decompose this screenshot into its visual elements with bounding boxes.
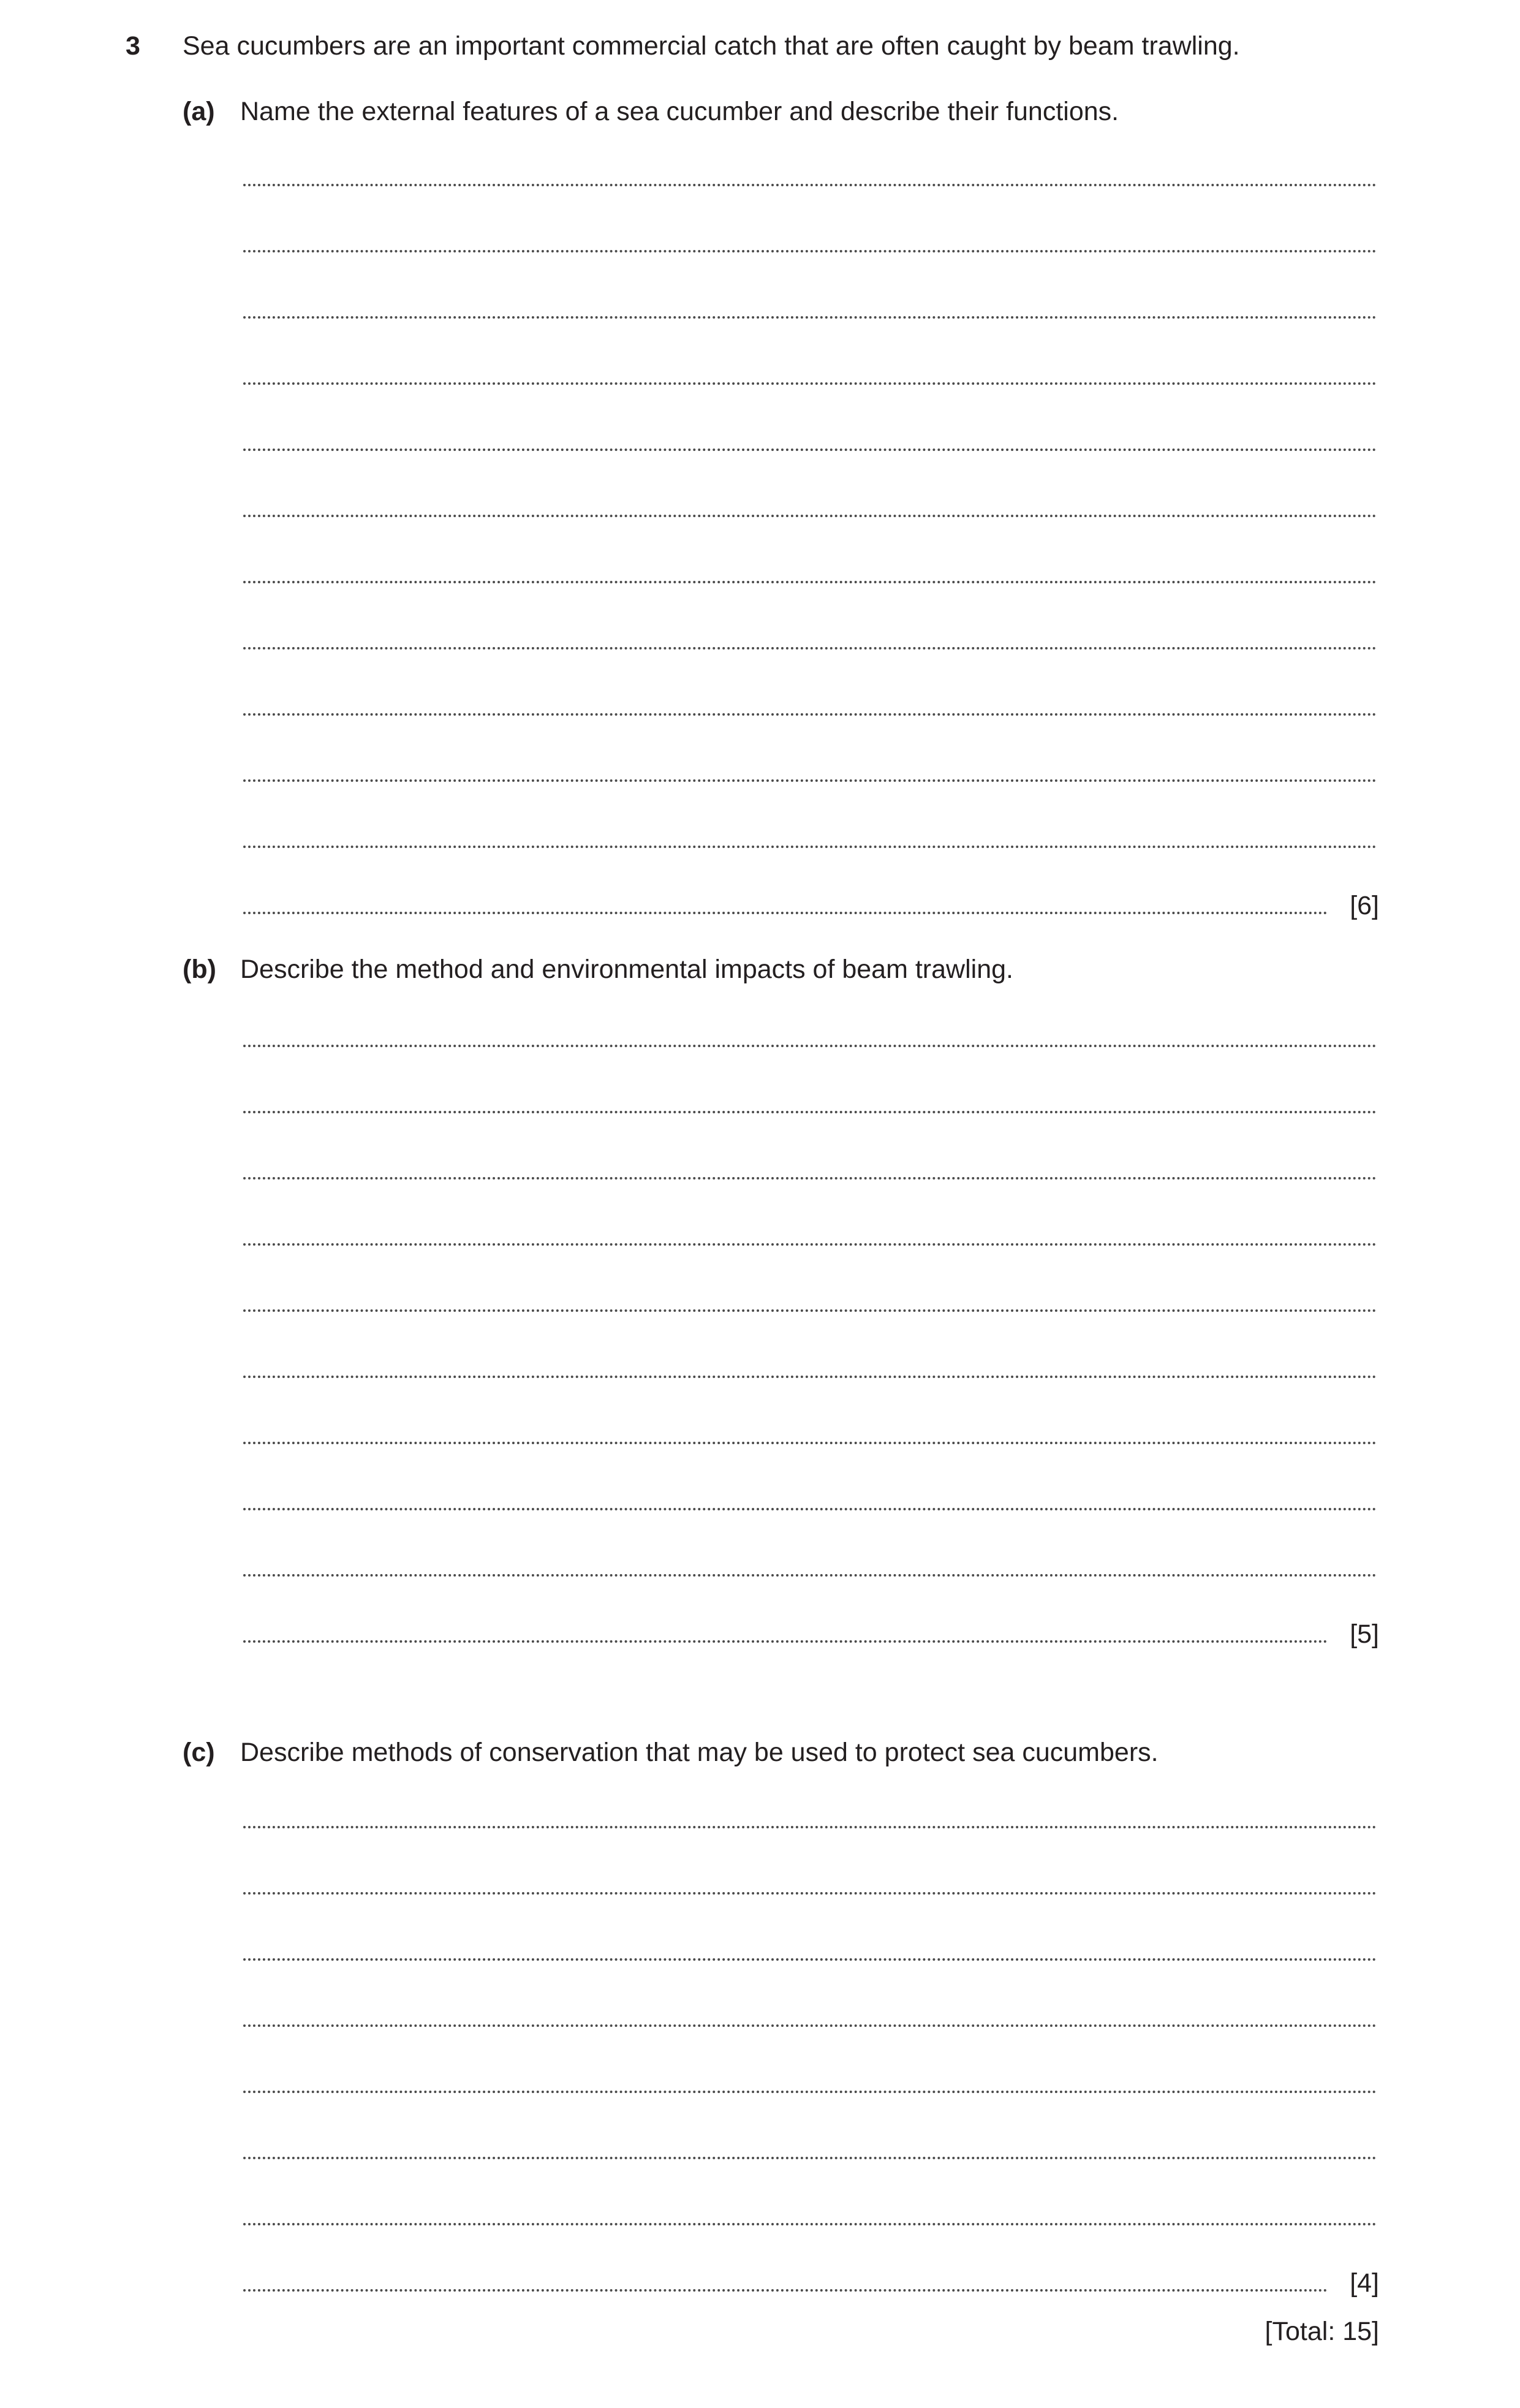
answer-line[interactable] (243, 912, 1328, 914)
answer-line[interactable] (243, 1640, 1328, 1643)
part-c-marks: [4] (1350, 2268, 1379, 2298)
part-b-marks: [5] (1350, 1619, 1379, 1649)
part-a-marks: [6] (1350, 891, 1379, 920)
question-number: 3 (126, 31, 140, 61)
answer-line[interactable] (243, 184, 1377, 186)
part-b-label: (b) (183, 955, 216, 984)
answer-line[interactable] (243, 647, 1377, 649)
answer-line[interactable] (243, 2289, 1328, 2292)
answer-line[interactable] (243, 1177, 1377, 1179)
question-stem: Sea cucumbers are an important commercial catch that are often caught by beam trawling. (183, 31, 1240, 61)
answer-line[interactable] (243, 1243, 1377, 1246)
answer-line[interactable] (243, 449, 1377, 451)
answer-line[interactable] (243, 846, 1377, 848)
part-b-text: Describe the method and environmental impacts of beam trawling. (240, 955, 1013, 984)
answer-line[interactable] (243, 1045, 1377, 1047)
answer-line[interactable] (243, 1508, 1377, 1510)
answer-line[interactable] (243, 581, 1377, 583)
answer-line[interactable] (243, 2223, 1377, 2225)
answer-line[interactable] (243, 382, 1377, 385)
answer-line[interactable] (243, 2024, 1377, 2027)
part-c-text: Describe methods of conservation that may be used to protect sea cucumbers. (240, 1738, 1159, 1767)
part-c-label: (c) (183, 1738, 215, 1767)
answer-line[interactable] (243, 1111, 1377, 1113)
answer-line[interactable] (243, 1442, 1377, 1444)
answer-line[interactable] (243, 1958, 1377, 1961)
answer-line[interactable] (243, 316, 1377, 319)
total-marks: [Total: 15] (1265, 2317, 1379, 2346)
part-a-text: Name the external features of a sea cucumber and describe their functions. (240, 97, 1119, 126)
answer-line[interactable] (243, 1376, 1377, 1378)
part-a-label: (a) (183, 97, 215, 126)
answer-line[interactable] (243, 1309, 1377, 1312)
answer-line[interactable] (243, 1574, 1377, 1577)
answer-line[interactable] (243, 250, 1377, 252)
answer-line[interactable] (243, 1826, 1377, 1828)
answer-line[interactable] (243, 515, 1377, 517)
answer-line[interactable] (243, 2157, 1377, 2159)
answer-line[interactable] (243, 713, 1377, 716)
answer-line[interactable] (243, 1892, 1377, 1895)
answer-line[interactable] (243, 2091, 1377, 2093)
answer-line[interactable] (243, 779, 1377, 782)
